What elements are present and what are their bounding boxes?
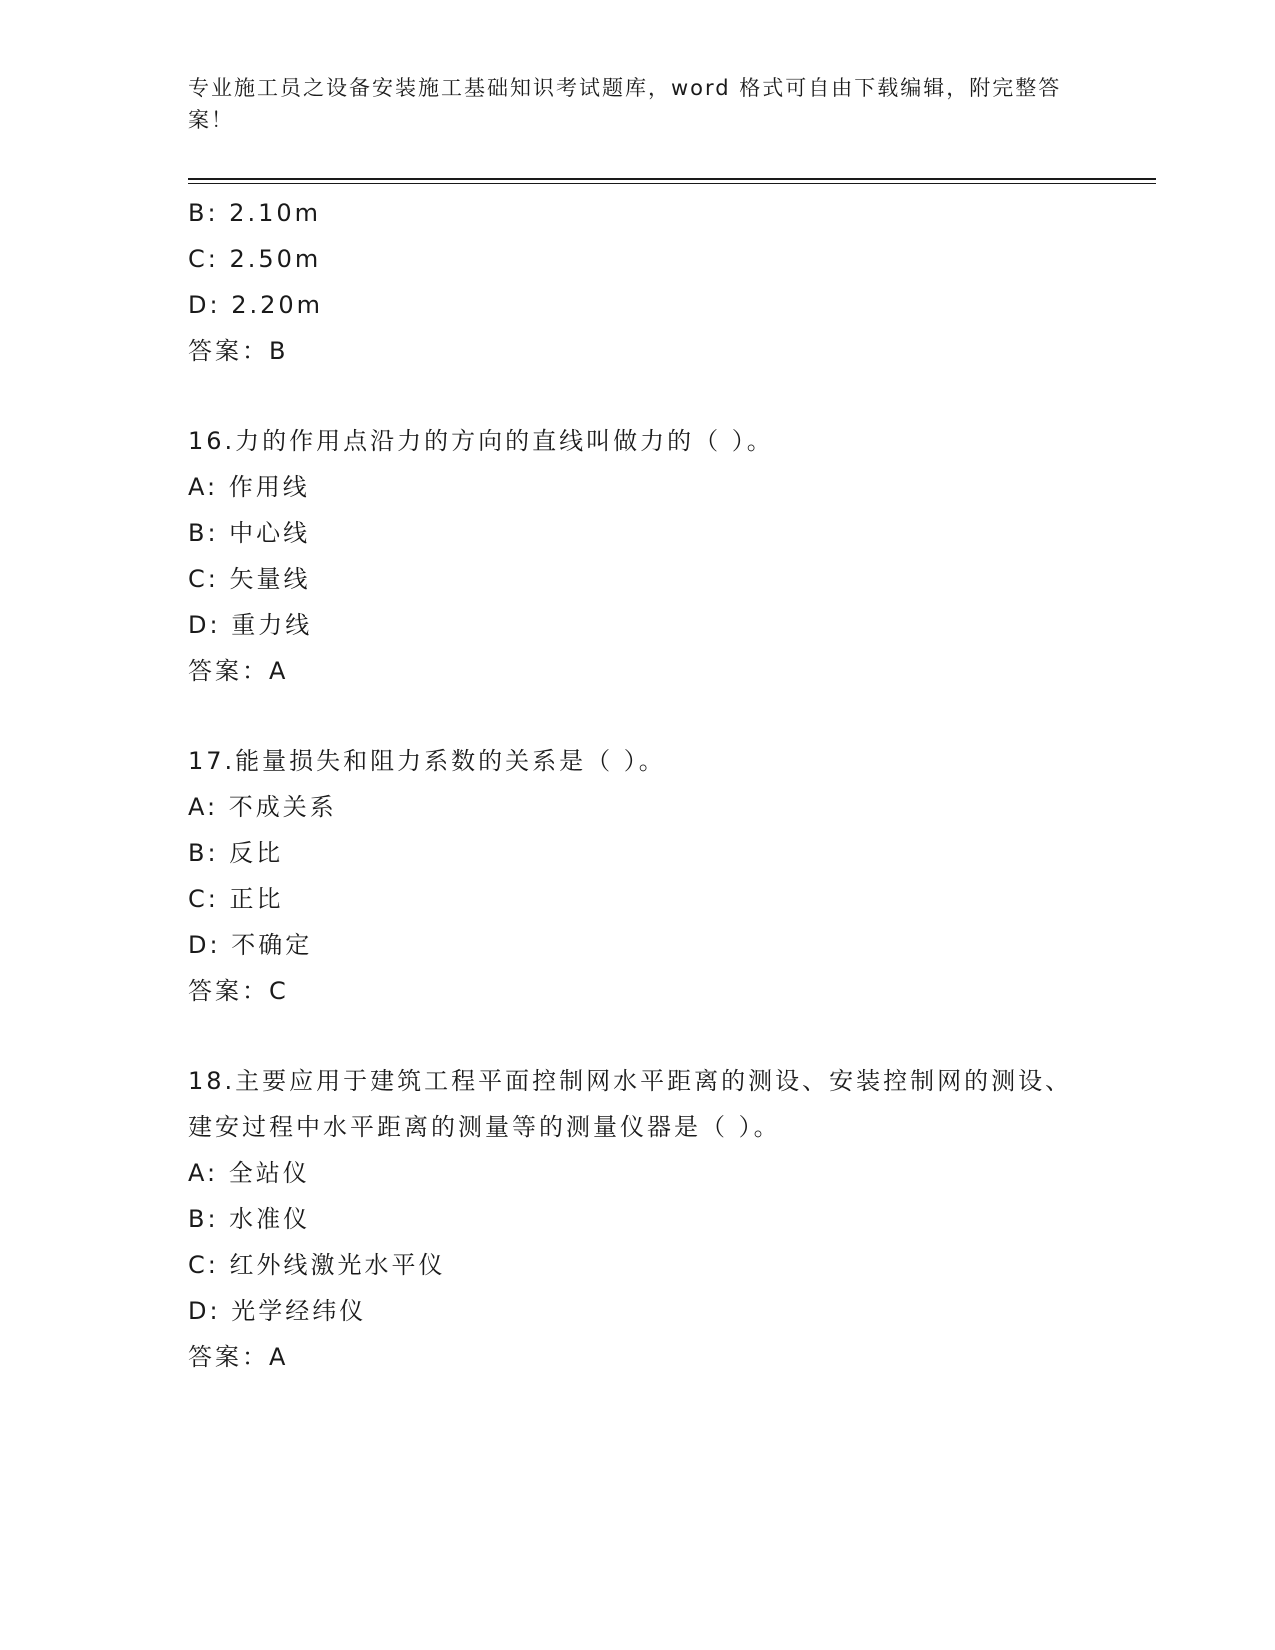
option-b: B: 水准仪 xyxy=(188,1205,311,1233)
question-17 xyxy=(188,738,1108,1014)
header-rule-thick xyxy=(188,178,1156,180)
option-a: A: 作用线 xyxy=(188,473,310,501)
question-content xyxy=(188,190,1108,1380)
option-a: A: 不成关系 xyxy=(188,793,337,821)
option-b: B: 中心线 xyxy=(188,519,311,547)
option-b: B: 2.10m xyxy=(188,199,321,227)
answer-line: 答案：A xyxy=(188,657,289,685)
option-d: D: 重力线 xyxy=(188,611,313,639)
question-18 xyxy=(188,1058,1108,1380)
option-c: C: 正比 xyxy=(188,885,284,913)
continued-question xyxy=(188,190,1108,374)
answer-line: 答案：B xyxy=(188,337,289,365)
option-c: C: 2.50m xyxy=(188,245,322,273)
question-text: 16.力的作用点沿力的方向的直线叫做力的（ ）。 xyxy=(188,427,774,455)
question-text: 18.主要应用于建筑工程平面控制网水平距离的测设、安装控制网的测设、建安过程中水平距离的测量等的测量仪器是（ ）。 xyxy=(188,1067,1073,1141)
document-header: 专业施工员之设备安装施工基础知识考试题库，word 格式可自由下载编辑，附完整答案！ xyxy=(188,76,1062,132)
option-d: D: 2.20m xyxy=(188,291,324,319)
option-a: A: 全站仪 xyxy=(188,1159,310,1187)
question-16 xyxy=(188,418,1108,694)
answer-line: 答案：C xyxy=(188,977,289,1005)
option-d: D: 光学经纬仪 xyxy=(188,1297,367,1325)
answer-line: 答案：A xyxy=(188,1343,289,1371)
option-d: D: 不确定 xyxy=(188,931,313,959)
option-c: C: 矢量线 xyxy=(188,565,311,593)
question-text: 17.能量损失和阻力系数的关系是（ ）。 xyxy=(188,747,666,775)
header-rule-thin xyxy=(188,183,1156,184)
option-c: C: 红外线激光水平仪 xyxy=(188,1251,446,1279)
option-b: B: 反比 xyxy=(188,839,284,867)
